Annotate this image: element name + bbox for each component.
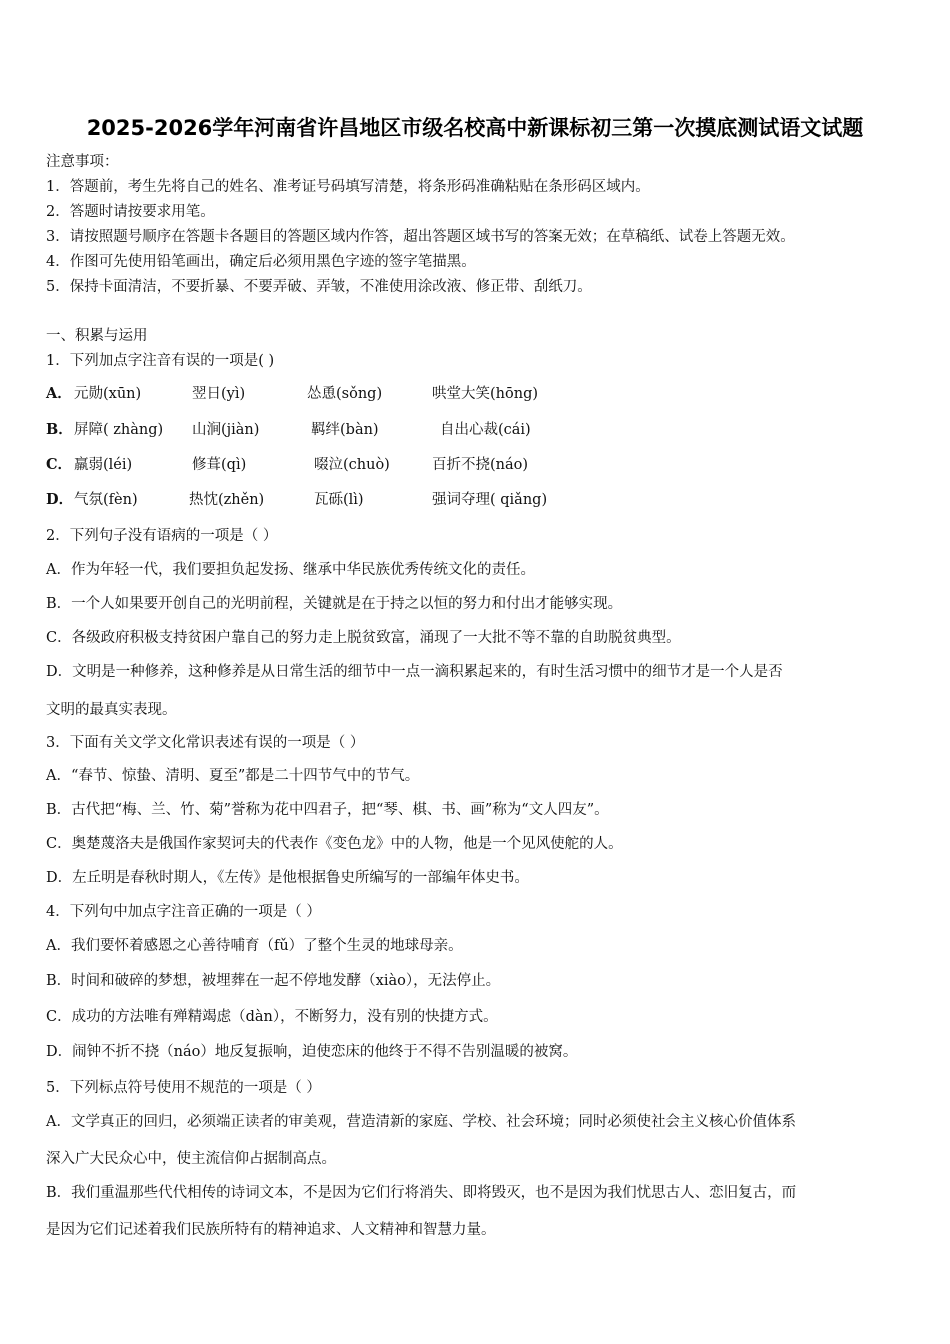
notice-item-1: 1．答题前，考生先将自己的姓名、准考证号码填写清楚，将条形码准确粘贴在条形码区域内。	[46, 179, 650, 195]
q4-option-a: A．我们要怀着感恩之心善待哺育（fǔ）了整个生灵的地球母亲。	[46, 938, 463, 954]
q2-option-b: B．一个人如果要开创自己的光明前程，关键就是在于持之以恒的努力和付出才能够实现。	[46, 596, 623, 612]
q1-option-c-item-3: 啜泣(chuò)	[314, 457, 390, 473]
q1-option-a-item-4: 哄堂大笑(hōng)	[432, 386, 539, 402]
q5-option-a-line-2: 深入广大民众心中，使主流信仰占据制高点。	[46, 1151, 336, 1167]
page-title: 2025-2026学年河南省许昌地区市级名校高中新课标初三第一次摸底测试语文试题	[86, 116, 864, 140]
notice-item-2: 2．答题时请按要求用笔。	[46, 204, 215, 220]
q2-stem: 2．下列句子没有语病的一项是（ ）	[46, 528, 278, 544]
q1-option-a-item-3: 怂恿(sǒng)	[307, 386, 383, 402]
q1-option-a-item-2: 翌日(yì)	[192, 386, 246, 402]
notice-item-3: 3．请按照题号顺序在答题卡各题目的答题区域内作答，超出答题区域书写的答案无效；在草稿纸、试卷上答题无效。	[46, 229, 795, 245]
q1-option-b-item-3: 羁绊(bàn)	[311, 422, 379, 438]
q1-option-a-item-1: 元勋(xūn)	[74, 386, 142, 402]
q4-option-b: B．时间和破碎的梦想，被埋葬在一起不停地发酵（xiào），无法停止。	[46, 973, 501, 989]
q5-option-a-line-1: A．文学真正的回归，必须端正读者的审美观，营造清新的家庭、学校、社会环境；同时必须使社会主义核心价值体系	[46, 1114, 796, 1130]
q3-option-c: C．奥楚蔑洛夫是俄国作家契诃夫的代表作《变色龙》中的人物，他是一个见风使舵的人。	[46, 836, 623, 852]
q1-option-a-letter: A．	[46, 385, 72, 402]
q1-option-d-letter: D．	[46, 491, 74, 508]
q1-option-d-item-3: 瓦砾(lì)	[314, 492, 364, 508]
q1-option-b-item-2: 山涧(jiàn)	[192, 422, 260, 438]
q4-stem: 4．下列句中加点字注音正确的一项是（ ）	[46, 904, 321, 920]
q1-option-d-item-2: 热忱(zhěn)	[189, 492, 265, 508]
notice-item-5: 5．保持卡面清洁，不要折暴、不要弄破、弄皱，不准使用涂改液、修正带、刮纸刀。	[46, 279, 592, 295]
q3-option-a: A．“春节、惊蛰、清明、夏至”都是二十四节气中的节气。	[46, 768, 420, 784]
q5-option-b-line-1: B．我们重温那些代代相传的诗词文本，不是因为它们行将消失、即将毁灭，也不是因为我们忧思古人、恋旧复古，而	[46, 1185, 797, 1201]
q1-option-c-item-1: 羸弱(léi)	[74, 457, 133, 473]
q5-option-b-line-2: 是因为它们记述着我们民族所特有的精神追求、人文精神和智慧力量。	[46, 1222, 496, 1238]
q1-option-d-item-1: 气氛(fèn)	[74, 492, 138, 508]
q2-option-d-line-1: D．文明是一种修养，这种修养是从日常生活的细节中一点一滴积累起来的，有时生活习惯中的细节才是一个人是否	[46, 664, 783, 680]
q1-option-d-item-4: 强词夺理( qiǎng)	[432, 492, 548, 508]
q2-option-d-line-2: 文明的最真实表现。	[46, 702, 177, 718]
q4-option-c: C．成功的方法唯有殚精竭虑（dàn），不断努力，没有别的快捷方式。	[46, 1009, 498, 1025]
q5-stem: 5．下列标点符号使用不规范的一项是（ ）	[46, 1080, 321, 1096]
section-heading: 一、积累与运用	[46, 328, 148, 344]
q1-option-c-letter: C．	[46, 456, 73, 473]
q4-option-d: D．闹钟不折不挠（náo）地反复振响，迫使恋床的他终于不得不告别温暖的被窝。	[46, 1044, 578, 1060]
q1-option-b-item-1: 屏障( zhàng)	[74, 422, 164, 438]
q2-option-a: A．作为年轻一代，我们要担负起发扬、继承中华民族优秀传统文化的责任。	[46, 562, 535, 578]
q1-option-b-letter: B．	[46, 421, 73, 438]
notice-item-4: 4．作图可先使用铅笔画出，确定后必须用黑色字迹的签字笔描黑。	[46, 254, 476, 270]
q3-option-b: B．古代把“梅、兰、竹、菊”誉称为花中四君子，把“琴、棋、书、画”称为“文人四友”。	[46, 802, 609, 818]
q1-option-c-item-4: 百折不挠(náo)	[432, 457, 529, 473]
q3-stem: 3．下面有关文学文化常识表述有误的一项是（ ）	[46, 735, 365, 751]
q1-stem: 1．下列加点字注音有误的一项是( )	[46, 353, 275, 369]
q3-option-d: D．左丘明是春秋时期人，《左传》是他根据鲁史所编写的一部编年体史书。	[46, 870, 529, 886]
q1-option-b-item-4: 自出心裁(cái)	[440, 422, 531, 438]
q2-option-c: C．各级政府积极支持贫困户靠自己的努力走上脱贫致富，涌现了一大批不等不靠的自助脱贫典型。	[46, 630, 681, 646]
notice-heading: 注意事项：	[46, 154, 119, 170]
q1-option-c-item-2: 修葺(qì)	[192, 457, 247, 473]
